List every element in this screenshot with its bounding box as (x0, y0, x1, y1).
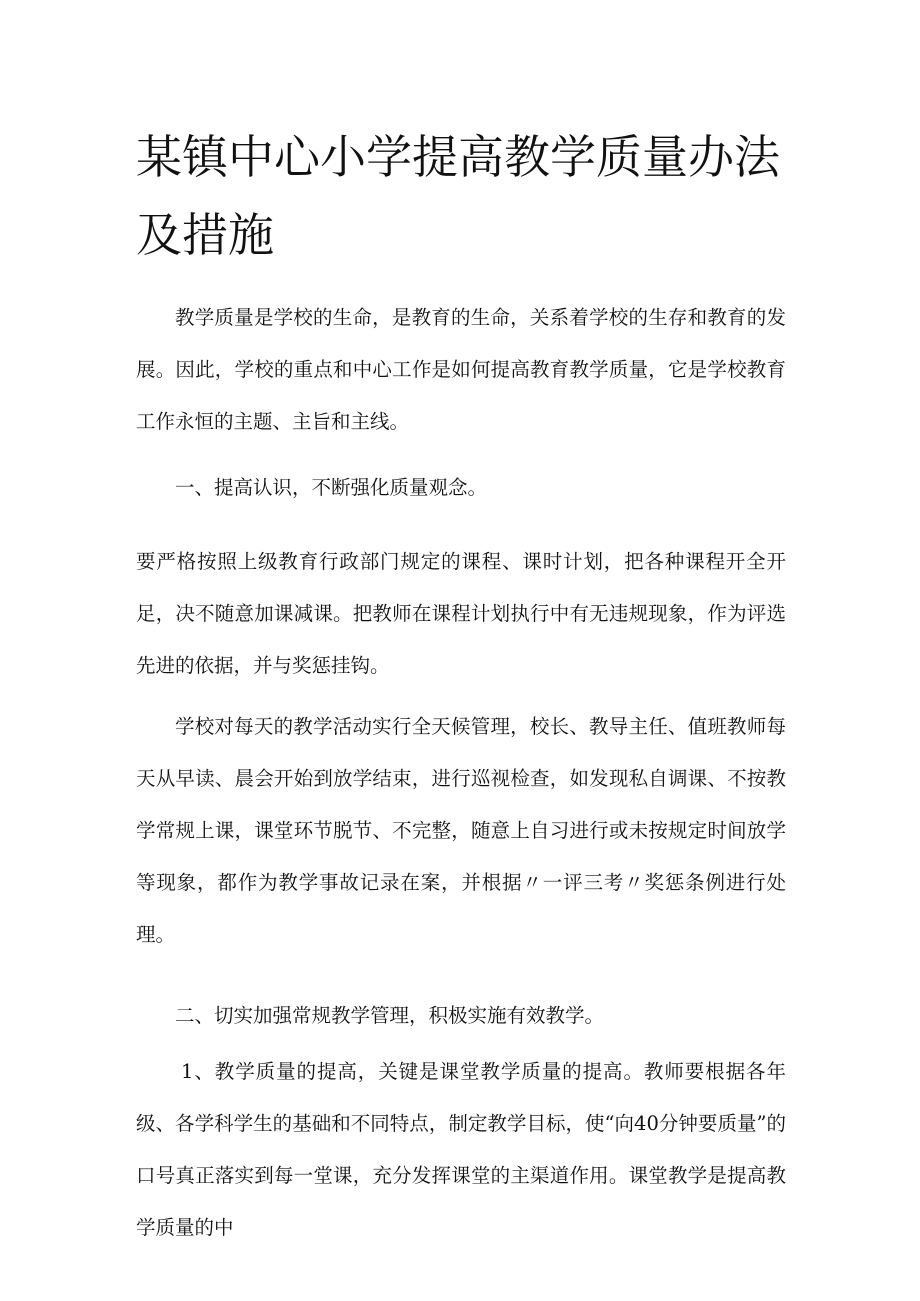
section-one-paragraph-curriculum: 要严格按照上级教育行政部门规定的课程、课时计划，把各种课程开全开足，决不随意加课减课。把教师在课程计划执行中有无违规现象，作为评选先进的依据，并与奖惩挂钩。 (136, 550, 786, 677)
section-two-item-1: 1、教学质量的提高，关键是课堂教学质量的提高。教师要根据各年级、各学科学生的基础和不同特点，制定教学目标，使“向40分钟要质量”的口号真正落实到每一堂课，充分发挥课堂的主渠道作用。课堂教学是提高教学质量的中 (136, 1060, 786, 1239)
document-title: 某镇中心小学提高教学质量办法及措施 (136, 130, 780, 262)
section-one-heading: 一、提高认识，不断强化质量观念。 (175, 476, 488, 499)
intro-paragraph: 教学质量是学校的生命，是教育的生命，关系着学校的生存和教育的发展。因此，学校的重点和中心工作是如何提高教育教学质量，它是学校教育工作永恒的主题、主旨和主线。 (136, 306, 786, 433)
section-one-paragraph-management: 学校对每天的教学活动实行全天候管理，校长、教导主任、值班教师每天从早读、晨会开始到放学结束，进行巡视检查，如发现私自调课、不按教学常规上课，课堂环节脱节、不完整，随意上自习进行或未按规定时间放学等现象，都作为教学事故记录在案，并根据〃一评三考〃奖惩条例进行处理。 (136, 715, 786, 946)
section-two-heading: 二、切实加强常规教学管理，积极实施有效教学。 (175, 1004, 605, 1027)
